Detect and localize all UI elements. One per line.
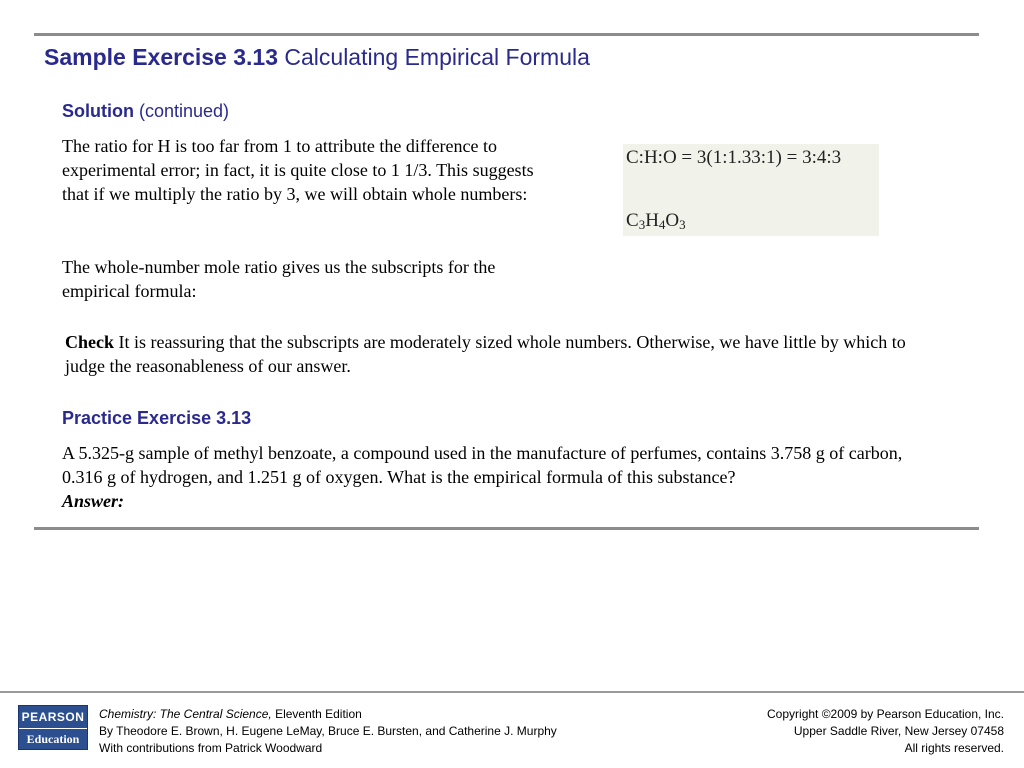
answer-label: Answer: [62,491,125,511]
footer-book-title: Chemistry: The Central Science, [99,707,272,721]
title-rest: Calculating Empirical Formula [284,44,590,70]
practice-text: A 5.325-g sample of methyl benzoate, a compound used in the manufacture of perfumes, contains 3.758 g of carbon, 0.316 g of hydrogen, and 1.251 g of oxygen. What is the empirical formula of this substance? [62,443,903,487]
formula-h-subscript: 4 [658,217,666,232]
footer-address: Upper Saddle River, New Jersey 07458 [793,724,1004,738]
check-text: It is reassuring that the subscripts are moderately sized whole numbers. Otherwise, we have little by which to judge the reasonableness of our answer. [65,332,906,376]
empirical-formula [626,210,686,233]
equation-box [623,144,879,236]
mole-ratio-equation: C:H:O = 3(1:1.33:1) = 3:4:3 [626,147,842,168]
check-label: Check [65,332,114,352]
footer-authors: By Theodore E. Brown, H. Eugene LeMay, Bruce E. Bursten, and Catherine J. Murphy [99,724,557,738]
formula-h: H [645,210,659,231]
formula-o-subscript: 3 [679,217,686,232]
footer-contributions: With contributions from Patrick Woodward [99,741,323,755]
title-bold: Sample Exercise 3.13 [44,44,278,70]
solution-paragraph-1: The ratio for H is too far from 1 to attribute the difference to experimental error; in fact, it is quite close to 1 1/3. This suggests that if we multiply the ratio by 3, we will obtain whole numbers: [62,136,534,204]
page-title [44,44,590,71]
top-divider [34,33,979,36]
footer-title-line [99,706,557,723]
check-paragraph [65,330,945,378]
footer-copyright [767,706,1004,757]
footer-rights: All rights reserved. [904,741,1004,755]
practice-heading: Practice Exercise 3.13 [62,408,252,428]
footer-divider [0,691,1024,693]
footer-book-info [99,706,557,757]
footer-copyright-line: Copyright ©2009 by Pearson Education, Inc. [767,707,1004,721]
solution-heading [62,101,229,122]
formula-c-subscript: 3 [638,217,646,232]
logo-top-text: PEARSON [21,710,85,724]
logo-bottom-text: Education [26,732,80,746]
solution-heading-rest: (continued) [139,101,230,121]
bottom-divider [34,527,979,530]
footer-edition: Eleventh Edition [275,707,362,721]
solution-paragraph-2: The whole-number mole ratio gives us the subscripts for the empirical formula: [62,257,496,301]
formula-o: O [665,210,680,231]
pearson-logo [18,705,88,750]
formula-c: C [626,210,639,231]
solution-heading-bold: Solution [62,101,134,121]
